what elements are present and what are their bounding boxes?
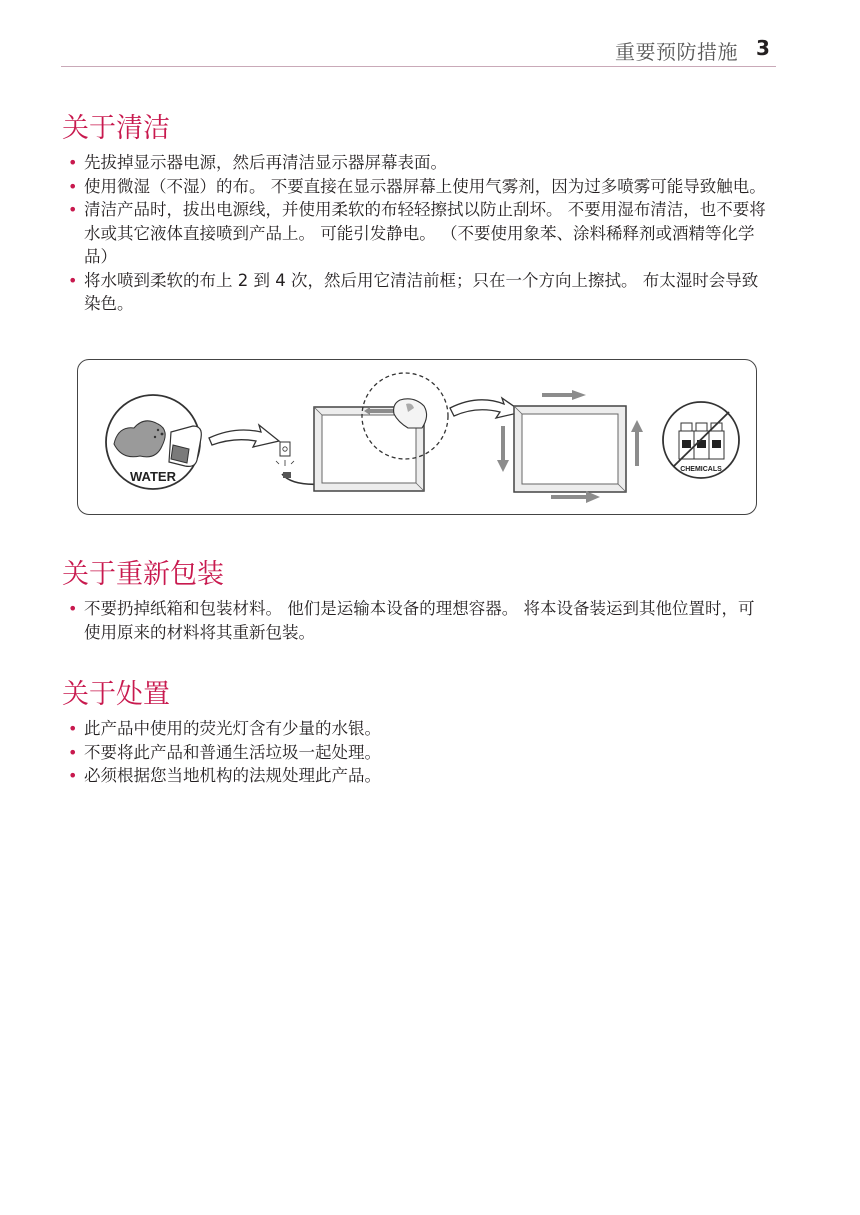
list-item-text: 清洁产品时，拔出电源线，并使用柔软的布轻轻擦拭以防止刮坏。 不要用湿布清洁，也不要将水或其它液体直接喷到产品上。 可能引发静电。 （不要使用象苯、涂料稀释剂或酒精等化学品） xyxy=(84,200,766,266)
list-item-text: 使用微湿（不湿）的布。 不要直接在显示器屏幕上使用气雾剂，因为过多喷雾可能导致触电。 xyxy=(84,176,766,196)
outline-arrow-icon xyxy=(450,398,522,418)
cleaning-illustration-svg xyxy=(78,360,758,516)
section-title-disposal: 关于处置 xyxy=(62,679,170,710)
list-item xyxy=(68,175,768,199)
no-chemicals-icon xyxy=(663,402,739,478)
repacking-list xyxy=(68,597,768,644)
list-item-text: 不要扔掉纸箱和包装材料。 他们是运输本设备的理想容器。 将本设备装运到其他位置时，可使用原来的材料将其重新包装。 xyxy=(84,599,755,642)
outline-arrow-icon xyxy=(209,425,279,447)
list-item xyxy=(68,764,768,788)
cleaning-list xyxy=(68,151,768,316)
list-item xyxy=(68,269,768,316)
list-item xyxy=(68,741,768,765)
chemicals-label: CHEMICALS xyxy=(680,466,722,473)
bullet-icon: • xyxy=(68,200,78,219)
monitor-direction-icon xyxy=(497,390,643,503)
list-item-text: 必须根据您当地机构的法规处理此产品。 xyxy=(84,766,381,785)
list-item-text: 将水喷到柔软的布上 2 到 4 次，然后用它清洁前框；只在一个方向上擦拭。 布太湿时会导致染色。 xyxy=(84,270,759,313)
arrow-down-icon xyxy=(497,460,509,472)
list-item xyxy=(68,597,768,644)
bullet-icon: • xyxy=(68,176,78,196)
bullet-icon: • xyxy=(68,742,78,762)
section-title-repacking: 关于重新包装 xyxy=(62,559,224,590)
list-item xyxy=(68,151,768,175)
cleaning-illustration xyxy=(77,359,757,515)
section-title-cleaning: 关于清洁 xyxy=(62,113,170,144)
water-label: WATER xyxy=(130,469,176,484)
header-title: 重要预防措施 xyxy=(615,40,738,64)
monitor-wipe-icon xyxy=(314,373,448,491)
list-item-text: 此产品中使用的荧光灯含有少量的水银。 xyxy=(84,719,381,738)
bullet-icon: • xyxy=(68,599,78,618)
bullet-icon: • xyxy=(68,270,78,290)
list-item-text: 先拔掉显示器电源，然后再清洁显示器屏幕表面。 xyxy=(84,153,447,172)
page-number: 3 xyxy=(756,36,770,60)
disposal-list xyxy=(68,717,768,788)
water-spray-icon xyxy=(106,395,201,489)
bullet-icon: • xyxy=(68,153,78,172)
list-item xyxy=(68,198,768,269)
arrow-right-icon xyxy=(586,491,600,503)
list-item-text: 不要将此产品和普通生活垃圾一起处理。 xyxy=(84,742,381,762)
bullet-icon: • xyxy=(68,719,78,738)
list-item xyxy=(68,717,768,741)
arrow-up-icon xyxy=(631,420,643,432)
header-divider xyxy=(61,66,776,67)
bullet-icon: • xyxy=(68,766,78,785)
